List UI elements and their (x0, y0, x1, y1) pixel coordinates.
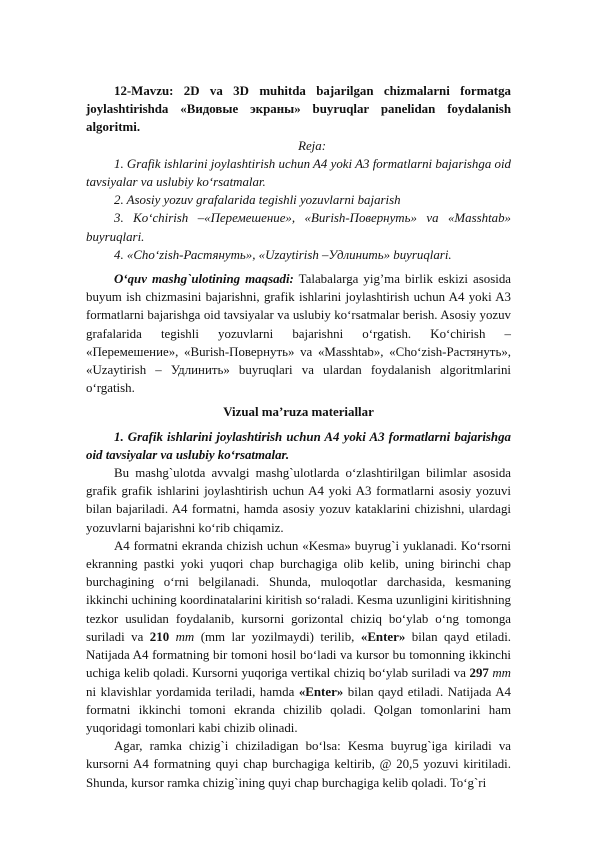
body-paragraph-2 (86, 537, 511, 737)
goal-label: O‘quv mashg`ulotining maqsadi: (114, 272, 294, 287)
section-title: Vizual ma’ruza materiallar (223, 405, 374, 420)
p2-unit-mm-2: mm (492, 666, 511, 681)
subsection-title: 1. Grafik ishlarini joylashtirish uchun A4 yoki A3 formatlarni bajarishga oid tavsiyalar va uslubiy ko‘rsatmalar. (86, 429, 511, 462)
p2-text-5: bilan qayd etiladi. Natijada A4 formatni ikkinchi tomoni ekranda chizilib qoladi. Qolgan tomonlarini ham yuqoridagi tomonlari kabi chizib olinadi. (86, 684, 511, 735)
plan-item: 3. Ko‘chirish –«Перемешение», «Burish-Повернуть» va «Masshtab» buyruqlari. (86, 211, 511, 244)
body-paragraph-1: Bu mashg`ulotda avvalgi mashg`ulotlarda o‘zlashtirilgan bilimlar asosida grafik grafik ishlarini joylashtirish uchun A4 yoki A3 formatlarni asosiy yozuvi bilan bajariladi. A4 formatni, hamda asosiy yozuv kataklarini chizishni, ulardagi yozuvlarni bajarishni ko‘rib chiqamiz. (86, 466, 511, 535)
goal-paragraph (86, 270, 511, 397)
p2-text-2: (mm lar yozilmaydi) terilib, (194, 629, 361, 644)
p2-enter-key-2: «Enter» (298, 684, 344, 699)
p2-value-210: 210 (149, 629, 170, 644)
p2-unit-mm: mm (175, 629, 195, 644)
plan-heading: Reja: (298, 138, 326, 153)
body-paragraph-3: Agar, ramka chizig`i chiziladigan bo‘lsa: Kesma buyrug`iga kiriladi va kursorni A4 formatning quyi chap burchagiga keltirib, @ 20,5 yozuvi kiritiladi. Shunda, kursor ramka chizig`ining quyi chap burchagiga kelib qoladi. To‘g`ri (86, 739, 511, 790)
p2-text-1: A4 formatni ekranda chizish uchun «Kesma» buyrug`i yuklanadi. Ko‘rsorni ekranning pastki yoki yuqori chap burchagiga olib kelib, uning birinchi chap burchagining o‘rni belgilanadi. Shunda, muloqotlar darchasida, kesmaning ikkinchi uchining koordinatalarini kiritish so‘raladi. Kesma uzunligini kiritishning tezkor usulidan foydalanib, kursorni gorizontal chiziq bo‘ylab o‘ng tomonga suriladi va (86, 538, 511, 644)
plan-item: 1. Grafik ishlarini joylashtirish uchun A4 yoki A3 formatlarni bajarishga oid tavsiyalar va uslubiy ko‘rsatmalar. (86, 156, 511, 190)
plan-item: 4. «Cho‘zish-Растянуть», «Uzaytirish –Удлинить» buyruqlari. (114, 247, 452, 262)
p2-enter-key-1: «Enter» (360, 629, 406, 644)
topic-title: 12-Mavzu: 2D va 3D muhitda bajarilgan chizmalarni formatga joylashtirishda «Видовые экраны» buyruqlar panelidan foydalanish algoritmi. (86, 84, 511, 135)
p2-text-4: ni klavishlar yordamida teriladi, hamda (86, 684, 299, 699)
page-content (86, 82, 511, 792)
p2-value-297: 297 (469, 666, 489, 681)
plan-item: 2. Asosiy yozuv grafalarida tegishli yozuvlarni bajarish (114, 193, 401, 208)
goal-text: Talabalarga yig’ma birlik eskizi asosida buyum ish chizmasini bajarishni, grafik ishlarini joylashtirish uchun A4 yoki A3 formatlarni bajarishga oid tavsiyalar va uslubiy ko‘rsatmalar berish. Asosiy yozuv grafalarida tegishli yozuvlarni bajarishni o‘rgatish. Ko‘chirish – «Перемешение», «Burish-Повернуть» va «Masshtab», «Cho‘zish-Растянуть», «Uzaytirish – Удлинить» buyruqlari va ulardan foydalanish algoritmlarini o‘rgatish. (86, 272, 512, 396)
p2-text-3: bilan qayd etiladi. Natijada A4 formatning bir tomoni hosil bo‘ladi va kursor bu tomonning ikkinchi uchiga kelib qoladi. Kursorni yuqoriga vertikal chiziq bo‘ylab suriladi va (86, 629, 512, 681)
plan-list (86, 155, 511, 264)
